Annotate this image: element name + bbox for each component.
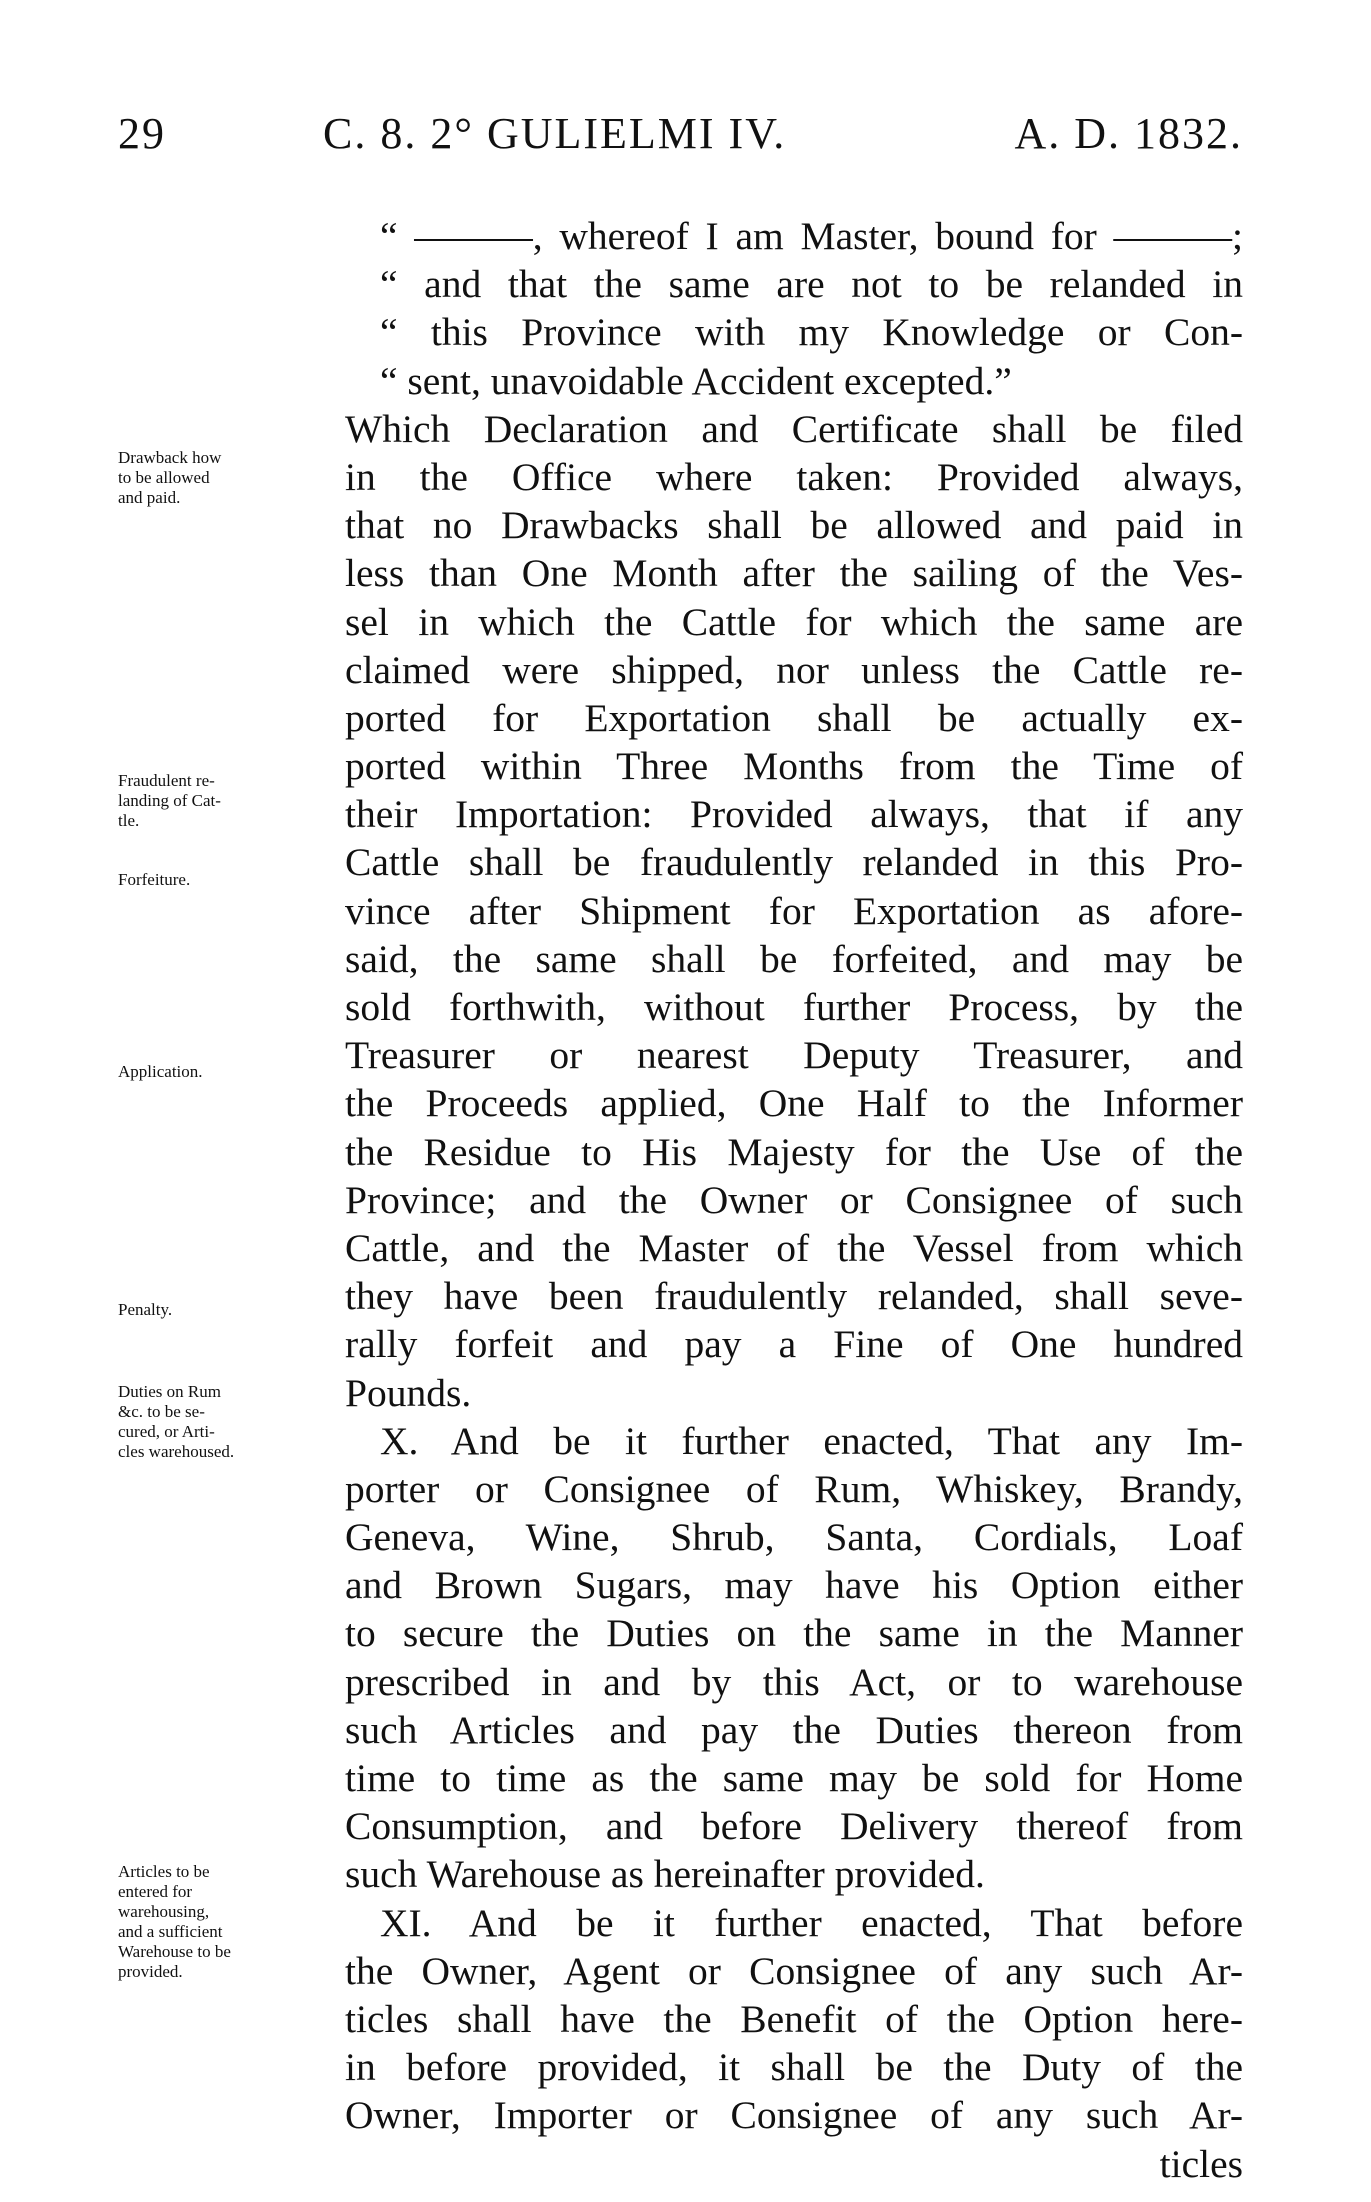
text-line: vince after Shipment for Exportation as afore- <box>345 888 1243 933</box>
text-line: to secure the Duties on the same in the Manner <box>345 1611 1243 1656</box>
text-line: Consumption, and before Delivery thereof from <box>345 1804 1243 1849</box>
text-line: “ ———, whereof I am Master, bound for ———; <box>380 214 1243 258</box>
text-line: sel in which the Cattle for which the same are <box>345 599 1243 644</box>
text-line: they have been fraudulently relanded, shall seve- <box>345 1274 1243 1319</box>
text-line: less than One Month after the sailing of the Ves- <box>345 551 1243 596</box>
text-line: such Warehouse as hereinafter provided. <box>345 1852 985 1897</box>
body-text <box>345 212 1243 2188</box>
text-line: the Owner, Agent or Consignee of any such Ar- <box>345 1948 1243 1993</box>
text-line: that no Drawbacks shall be allowed and paid in <box>345 503 1243 548</box>
text-line: “ this Province with my Knowledge or Con- <box>380 310 1243 355</box>
margin-note-fraudulent-relanding: Fraudulent re- landing of Cat- tle. <box>118 771 221 830</box>
text-line: in before provided, it shall be the Duty of the <box>345 2045 1243 2090</box>
text-line: Treasurer or nearest Deputy Treasurer, and <box>345 1033 1243 1078</box>
margin-note-forfeiture: Forfeiture. <box>118 870 191 889</box>
text-line: “ sent, unavoidable Accident excepted.” <box>380 358 1012 403</box>
text-line: Cattle, and the Master of the Vessel from which <box>345 1225 1243 1270</box>
section-xi-start: XI. And be it further enacted, That before <box>380 1900 1243 1945</box>
margin-note-penalty: Penalty. <box>118 1300 173 1319</box>
header-year: A. D. 1832. <box>1014 109 1243 158</box>
section-x-start: X. And be it further enacted, That any Im- <box>380 1418 1243 1463</box>
text-line: prescribed in and by this Act, or to warehouse <box>345 1659 1243 1704</box>
margin-note-duties: Duties on Rum &c. to be se- cured, or Arti- cles warehoused. <box>118 1382 235 1461</box>
text-line: in the Office where taken: Provided always, <box>345 454 1243 499</box>
text-line: Geneva, Wine, Shrub, Santa, Cordials, Loaf <box>345 1515 1243 1560</box>
margin-note-application: Application. <box>118 1062 203 1081</box>
text-line: their Importation: Provided always, that if any <box>345 792 1243 837</box>
text-line: the Proceeds applied, One Half to the Informer <box>345 1081 1243 1126</box>
text-line: porter or Consignee of Rum, Whiskey, Brandy, <box>345 1466 1243 1511</box>
text-line: claimed were shipped, nor unless the Cattle re- <box>345 647 1243 692</box>
text-line: sold forthwith, without further Process, by the <box>345 985 1243 1029</box>
margin-note-drawback: Drawback how to be allowed and paid. <box>118 448 222 507</box>
text-line: the Residue to His Majesty for the Use of the <box>345 1129 1243 1174</box>
text-line: ported for Exportation shall be actually ex- <box>345 695 1243 740</box>
text-line: Cattle shall be fraudulently relanded in this Pro- <box>345 840 1243 885</box>
margin-note-articles-warehousing: Articles to be entered for warehousing, and a sufficient Warehouse to be provided. <box>118 1862 231 1981</box>
text-line: and Brown Sugars, may have his Option either <box>345 1563 1243 1608</box>
text-line: Which Declaration and Certificate shall be filed <box>345 406 1243 451</box>
text-line: Pounds. <box>345 1370 472 1415</box>
page-header <box>118 108 1243 168</box>
running-title: C. 8. 2° GULIELMI IV. <box>323 109 787 158</box>
text-line: Owner, Importer or Consignee of any such Ar- <box>345 2093 1243 2138</box>
page-number: 29 <box>118 109 166 158</box>
text-line: time to time as the same may be sold for Home <box>345 1756 1243 1800</box>
text-line: Province; and the Owner or Consignee of such <box>345 1177 1243 1222</box>
catchword: ticles <box>1159 2141 1243 2186</box>
text-line: “ and that the same are not to be relanded in <box>380 262 1243 307</box>
text-line: such Articles and pay the Duties thereon from <box>345 1707 1243 1752</box>
text-line: rally forfeit and pay a Fine of One hundred <box>345 1322 1243 1367</box>
text-line: ported within Three Months from the Time of <box>345 744 1243 789</box>
text-line: said, the same shall be forfeited, and may be <box>345 936 1243 981</box>
text-line: ticles shall have the Benefit of the Option here- <box>345 1996 1243 2041</box>
